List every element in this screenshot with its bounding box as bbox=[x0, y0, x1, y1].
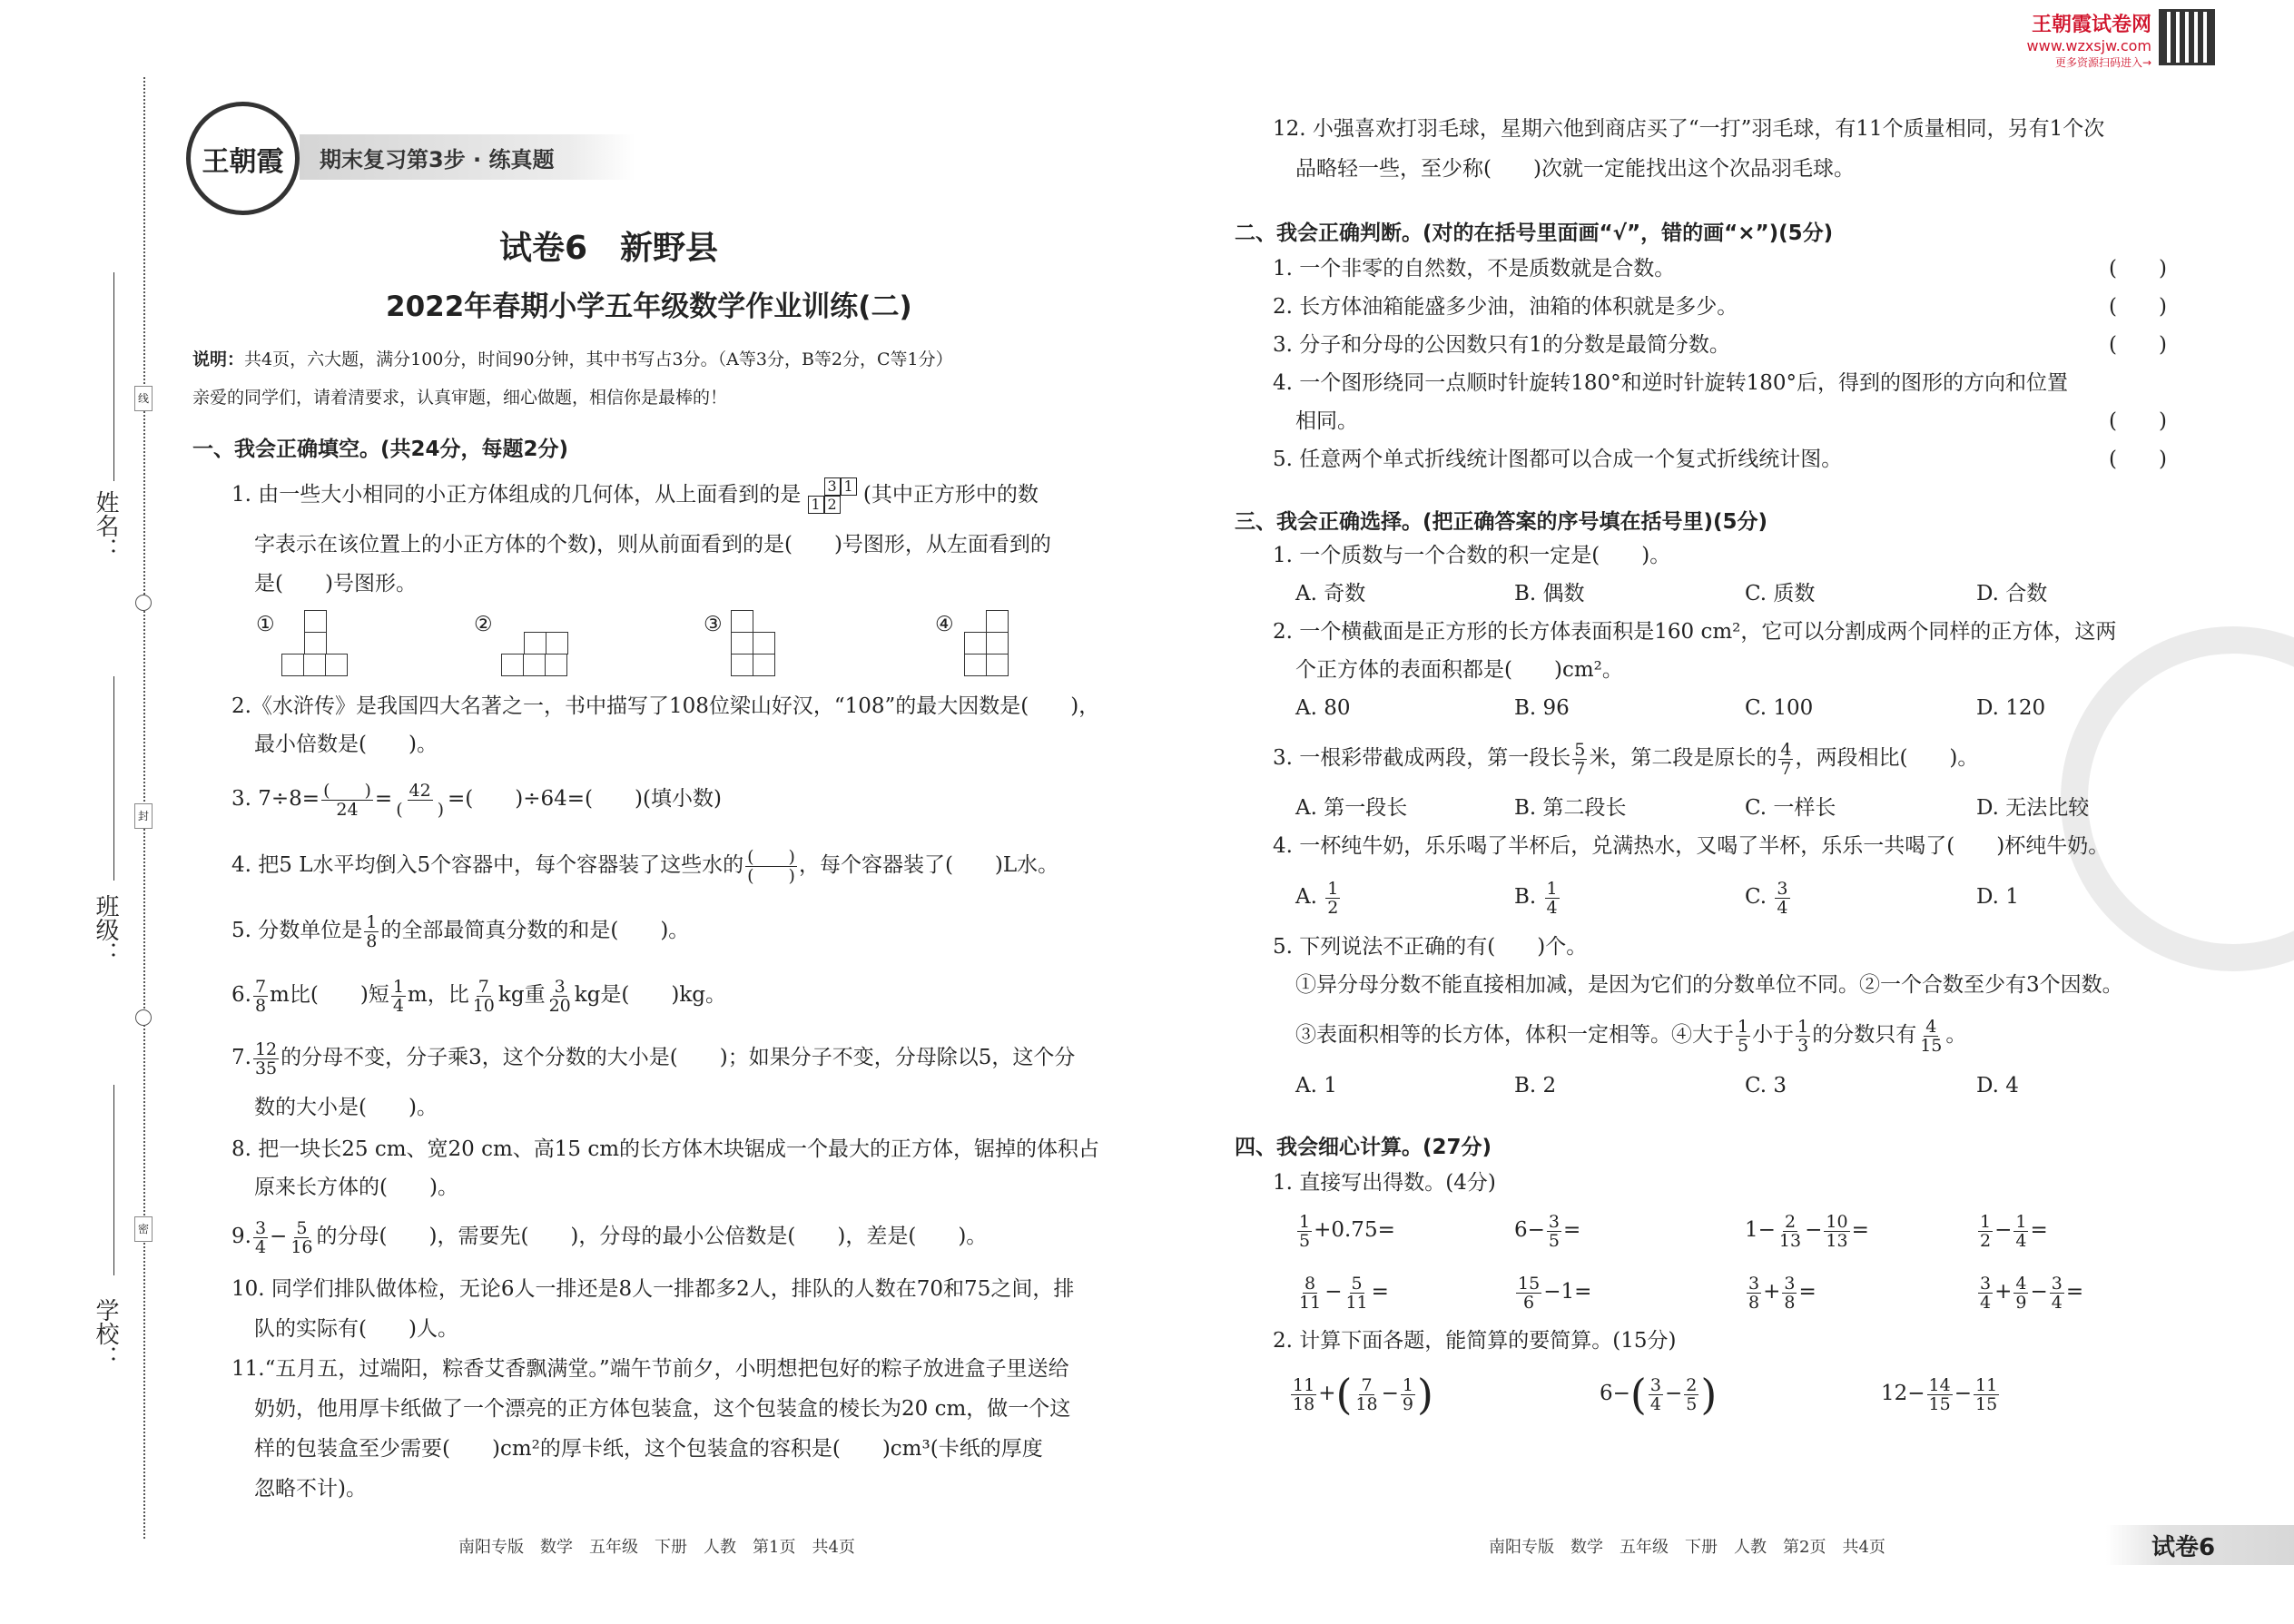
choice-4-frac-b: $\frac{1}{4}$ bbox=[1546, 878, 1558, 918]
calc-r2-item-4: $\frac{3}{4}$ + $\frac{4}{9}$ − $\frac{3}{4}$ = bbox=[1980, 1273, 2084, 1313]
q7-pre: 7. bbox=[231, 1046, 251, 1069]
choice-4-opt-d[interactable]: D. 1 bbox=[1976, 885, 2019, 909]
q5-line bbox=[231, 912, 689, 950]
choice-3-opt-d[interactable]: D. 无法比较 bbox=[1976, 796, 2090, 820]
q1-text-b: (其中正方形中的数 bbox=[862, 483, 1039, 507]
choice-4-frac-c: $\frac{3}{4}$ bbox=[1777, 878, 1788, 918]
judge-item-4: 4. 一个图形绕同一点顺时针旋转180°和逆时针旋转180°后，得到的图形的方向和位置 bbox=[1273, 371, 2069, 395]
choice-3-frac-b: $\frac{4}{7}$ bbox=[1780, 739, 1792, 779]
q11-line-d: 忽略不计)。 bbox=[254, 1477, 367, 1501]
choice-5-frac-c: $\frac{4}{15}$ bbox=[1920, 1016, 1943, 1056]
paper-tag bbox=[2106, 1525, 2294, 1565]
q3-frac-1: $\frac{( )}{24}$ bbox=[323, 780, 371, 820]
choice-3-opt-a[interactable]: A. 第一段长 bbox=[1295, 796, 1408, 820]
q4-frac: $\frac{( )}{( )}$ bbox=[747, 846, 795, 886]
q1-option-3-figure bbox=[731, 610, 799, 678]
class-label: 班级： bbox=[92, 894, 119, 965]
q6-frac-d: $\frac{3}{20}$ bbox=[548, 976, 571, 1016]
choice-5-opt-d[interactable]: D. 4 bbox=[1976, 1074, 2019, 1097]
choice-1-opt-c[interactable]: C. 质数 bbox=[1745, 582, 1816, 605]
site-brand bbox=[1997, 9, 2151, 70]
judge-mark-5[interactable]: ( ) bbox=[2109, 448, 2167, 471]
q4-line bbox=[231, 847, 1058, 885]
choice-3-frac-a: $\frac{5}{7}$ bbox=[1574, 739, 1586, 779]
choice-4-frac-a: $\frac{1}{2}$ bbox=[1327, 878, 1339, 918]
q1-line-a bbox=[231, 477, 1039, 514]
q8-line-b: 原来长方体的( )。 bbox=[254, 1176, 458, 1199]
school-blank[interactable] bbox=[113, 1085, 114, 1275]
choice-5-frac-b: $\frac{1}{3}$ bbox=[1797, 1016, 1809, 1056]
class-blank[interactable] bbox=[113, 676, 114, 881]
judge-item-5: 5. 任意两个单式折线统计图都可以合成一个复式折线统计图。 bbox=[1273, 448, 1843, 471]
judge-item-4-cont: 相同。 bbox=[1295, 409, 1358, 433]
watermark-seal-icon bbox=[2061, 626, 2294, 971]
q9-line bbox=[231, 1218, 987, 1256]
choice-3-line bbox=[1273, 740, 1978, 778]
q1-option-1-label: ① bbox=[256, 613, 275, 636]
choice-5-opt-a[interactable]: A. 1 bbox=[1295, 1074, 1337, 1097]
q11-line-a: 11.“五月五，过端阳，粽香艾香飘满堂。”端午节前夕，小明想把包好的粽子放进盒子里送给 bbox=[231, 1357, 1069, 1381]
q1-line-d: 是( )号图形。 bbox=[254, 572, 417, 595]
choice-1: 1. 一个质数与一个合数的积一定是( )。 bbox=[1273, 544, 1671, 567]
q11-line-b: 奶奶，他用厚卡纸做了一个漂亮的正方体包装盒，这个包装盒的棱长为20 cm，做一个这 bbox=[254, 1397, 1071, 1421]
q1-grid-cell-2: 1 bbox=[841, 477, 857, 496]
q6-frac-c: $\frac{7}{10}$ bbox=[472, 976, 495, 1016]
q2-line-b: 最小倍数是( )。 bbox=[254, 733, 438, 756]
q1-top-view-grid bbox=[808, 477, 857, 514]
judge-mark-1[interactable]: ( ) bbox=[2109, 257, 2167, 281]
q8-line-a: 8. 把一块长25 cm、宽20 cm、高15 cm的长方体木块锯成一个最大的正方体，锯掉的体积占 bbox=[231, 1137, 1100, 1161]
section-1-title: 一、我会正确填空。(共24分，每题2分) bbox=[192, 438, 569, 461]
q5-pre: 5. 分数单位是 bbox=[231, 919, 363, 942]
q9-post: 的分母( )，需要先( )，分母的最小公倍数是( )，差是( )。 bbox=[316, 1225, 988, 1248]
seal-mark-3: 密 bbox=[134, 1216, 153, 1242]
q10-line-a: 10. 同学们排队做体检，无论6人一排还是8人一排都多2人，排队的人数在70和75之间，排 bbox=[231, 1277, 1075, 1301]
q7-frac: $\frac{12}{35}$ bbox=[254, 1038, 278, 1078]
binding-dot-2 bbox=[135, 1009, 152, 1026]
banner bbox=[300, 134, 635, 180]
choice-1-opt-d[interactable]: D. 合数 bbox=[1976, 582, 2048, 605]
q6-t2: m，比 bbox=[407, 983, 469, 1007]
choice-5-stmt-2: ③表面积相等的长方体，体积一定相等。④大于 $\frac{1}{5}$ 小于 $\frac{1}{3}$ 的分数只有 $\frac{4}{15}$ 。 bbox=[1295, 1016, 1967, 1056]
q6-t4: kg是( )kg。 bbox=[574, 983, 727, 1007]
choice-3-opt-b[interactable]: B. 第二段长 bbox=[1514, 796, 1627, 820]
q6-t1: m比( )短 bbox=[270, 983, 389, 1007]
judge-mark-4[interactable]: ( ) bbox=[2109, 409, 2167, 433]
name-label: 姓名： bbox=[92, 490, 119, 561]
calc-r2-item-3: $\frac{3}{8}$ + $\frac{3}{8}$ = bbox=[1748, 1273, 1816, 1313]
q1-option-4-label: ④ bbox=[935, 613, 954, 636]
paper-tag-text: 试卷6 bbox=[2151, 1533, 2216, 1561]
calc-r1-item-3: 1− $\frac{2}{13}$ − $\frac{10}{13}$ = bbox=[1745, 1211, 1869, 1251]
school-label: 学校： bbox=[92, 1298, 119, 1369]
q4-post: ，每个容器装了( )L水。 bbox=[798, 853, 1059, 877]
calc-part-1: 1. 直接写出得数。(4分) bbox=[1273, 1171, 1496, 1195]
q6-frac-a: $\frac{7}{8}$ bbox=[254, 976, 267, 1016]
choice-3-pre: 3. 一根彩带截成两段，第一段长 bbox=[1273, 746, 1571, 770]
q3-line bbox=[231, 781, 722, 819]
site-tip: 更多资源扫码进入→ bbox=[2054, 56, 2151, 69]
judge-item-2: 2. 长方体油箱能盛多少油，油箱的体积就是多少。 bbox=[1273, 295, 1738, 319]
choice-5-frac-a: $\frac{1}{5}$ bbox=[1738, 1016, 1749, 1056]
q5-post: 的全部最简真分数的和是( )。 bbox=[380, 919, 690, 942]
choice-2-opt-b[interactable]: B. 96 bbox=[1514, 696, 1570, 720]
q7-line-a bbox=[231, 1039, 1075, 1078]
seal-mark-2: 封 bbox=[134, 803, 153, 829]
choice-4-opt-a[interactable]: A. $\frac{1}{2}$ bbox=[1295, 878, 1339, 918]
choice-2-line-b: 个正方体的表面积都是( )cm²。 bbox=[1295, 658, 1623, 682]
q1-grid-cell-3: 1 bbox=[808, 496, 824, 514]
judge-item-1: 1. 一个非零的自然数，不是质数就是合数。 bbox=[1273, 257, 1676, 281]
q11-line-c: 样的包装盒至少需要( )cm²的厚卡纸，这个包装盒的容积是( )cm³(卡纸的厚度 bbox=[254, 1437, 1043, 1461]
q1-option-2-label: ② bbox=[474, 613, 493, 636]
judge-mark-2[interactable]: ( ) bbox=[2109, 295, 2167, 319]
banner-text: 期末复习第3步 · 练真题 bbox=[320, 146, 555, 172]
calc-r1-item-4: $\frac{1}{2}$ − $\frac{1}{4}$ = bbox=[1980, 1211, 2048, 1251]
q9-frac-b: $\frac{5}{16}$ bbox=[290, 1217, 313, 1257]
choice-5-line: 5. 下列说法不正确的有( )个。 bbox=[1273, 935, 1588, 959]
q9-frac-a: $\frac{3}{4}$ bbox=[254, 1217, 267, 1257]
q6-frac-b: $\frac{1}{4}$ bbox=[392, 976, 404, 1016]
q9-pre: 9. bbox=[231, 1225, 251, 1248]
choice-4-opt-b[interactable]: B. $\frac{1}{4}$ bbox=[1514, 878, 1558, 918]
calc-expr-2: 6−( $\frac{3}{4}$ − $\frac{2}{5}$ ) bbox=[1600, 1370, 1718, 1419]
paper-subtitle: 2022年春期小学五年级数学作业训练(二) bbox=[386, 290, 912, 323]
q1-line-c: 字表示在该位置上的小正方体的个数)，则从前面看到的是( )号图形，从左面看到的 bbox=[254, 533, 1051, 556]
choice-5-stmt-1: ①异分母分数不能直接相加减，是因为它们的分数单位不同。②一个合数至少有3个因数。 bbox=[1295, 973, 2123, 997]
judge-mark-3[interactable]: ( ) bbox=[2109, 333, 2167, 357]
q2-line-a: 2.《水浒传》是我国四大名著之一，书中描写了108位梁山好汉，“108”的最大因数是( )， bbox=[231, 694, 1100, 718]
choice-3-post: ，两段相比( )。 bbox=[1795, 746, 1979, 770]
q3-eq: = bbox=[374, 787, 393, 811]
q9-minus: − bbox=[270, 1225, 288, 1248]
q1-grid-cell-4: 2 bbox=[824, 496, 841, 514]
choice-2-line-a: 2. 一个横截面是正方形的长方体表面积是160 cm²，它可以分割成两个同样的正方体，这两 bbox=[1273, 620, 2117, 644]
q1-option-3-label: ③ bbox=[704, 613, 723, 636]
q6-pre: 6. bbox=[231, 983, 251, 1007]
calc-expr-3: 12− $\frac{14}{15}$ − $\frac{11}{15}$ bbox=[1881, 1374, 1998, 1414]
choice-1-opt-b[interactable]: B. 偶数 bbox=[1514, 582, 1585, 605]
seal-mark-1: 线 bbox=[134, 386, 153, 411]
q1-grid-cell-1: 3 bbox=[824, 477, 841, 496]
choice-3-mid: 米，第二段是原长的 bbox=[1589, 746, 1777, 770]
judge-item-3: 3. 分子和分母的公因数只有1的分数是最简分数。 bbox=[1273, 333, 1730, 357]
calc-r2-item-2: $\frac{15}{6}$ −1= bbox=[1518, 1273, 1592, 1313]
brand-logo-text: 王朝霞 bbox=[202, 145, 284, 178]
q1-option-4-figure bbox=[964, 610, 1032, 678]
choice-2-opt-a[interactable]: A. 80 bbox=[1295, 696, 1351, 720]
q12-line-a: 12. 小强喜欢打羽毛球，星期六他到商店买了“一打”羽毛球，有11个质量相同，另有1个次 bbox=[1273, 117, 2105, 141]
section-3-title: 三、我会正确选择。(把正确答案的序号填在括号里)(5分) bbox=[1235, 510, 1768, 534]
calc-r1-item-2: 6− $\frac{3}{5}$ = bbox=[1514, 1211, 1581, 1251]
choice-5-opt-b[interactable]: B. 2 bbox=[1514, 1074, 1557, 1097]
choice-4-line: 4. 一杯纯牛奶，乐乐喝了半杯后，兑满热水，又喝了半杯，乐乐一共喝了( )杯纯牛奶。 bbox=[1273, 834, 2110, 858]
binding-dot-1 bbox=[135, 595, 152, 611]
q7-text-a: 的分母不变，分子乘3，这个分数的大小是( )；如果分子不变，分母除以5，这个分 bbox=[281, 1046, 1076, 1069]
q4-pre: 4. 把5 L水平均倒入5个容器中，每个容器装了这些水的 bbox=[231, 853, 744, 877]
name-blank[interactable] bbox=[113, 272, 114, 481]
choice-2-opt-d[interactable]: D. 120 bbox=[1976, 696, 2046, 720]
footer-left: 南阳专版 数学 五年级 下册 人教 第1页 共4页 bbox=[458, 1538, 855, 1557]
choice-2-opt-c[interactable]: C. 100 bbox=[1745, 696, 1814, 720]
q10-line-b: 队的实际有( )人。 bbox=[254, 1317, 458, 1341]
choice-5-opt-c[interactable]: C. 3 bbox=[1745, 1074, 1787, 1097]
paper-title: 试卷6 新野县 bbox=[499, 230, 719, 267]
qr-code-icon[interactable] bbox=[2159, 9, 2215, 65]
q12-line-b: 品略轻一些，至少称( )次就一定能找出这个次品羽毛球。 bbox=[1295, 157, 1855, 181]
section-4-title: 四、我会细心计算。(27分) bbox=[1235, 1136, 1492, 1159]
q1-option-1-figure bbox=[281, 610, 350, 678]
calc-r1-item-1: $\frac{1}{5}$ +0.75= bbox=[1299, 1211, 1395, 1251]
q5-frac: $\frac{1}{8}$ bbox=[366, 911, 378, 951]
site-url: www.wzxsjw.com bbox=[2026, 37, 2151, 54]
q1-text-a: 1. 由一些大小相同的小正方体组成的几何体，从上面看到的是 bbox=[231, 483, 802, 507]
q3-frac-2: $\frac{42}{( )}$ bbox=[396, 780, 445, 820]
q6-line bbox=[231, 977, 726, 1015]
q3-post: =( )÷64=( )(填小数) bbox=[448, 787, 722, 811]
choice-1-opt-a[interactable]: A. 奇数 bbox=[1295, 582, 1366, 605]
q1-option-2-figure bbox=[501, 610, 592, 678]
section-2-title: 二、我会正确判断。(对的在括号里面画“√”，错的画“×”)(5分) bbox=[1235, 221, 1834, 245]
choice-3-opt-c[interactable]: C. 一样长 bbox=[1745, 796, 1836, 820]
footer-right: 南阳专版 数学 五年级 下册 人教 第2页 共4页 bbox=[1489, 1538, 1885, 1557]
q6-t3: kg重 bbox=[497, 983, 546, 1007]
choice-4-opt-c[interactable]: C. $\frac{3}{4}$ bbox=[1745, 878, 1788, 918]
brand-logo bbox=[186, 102, 300, 215]
calc-r2-item-1: $\frac{8}{11}$ − $\frac{5}{11}$ = bbox=[1299, 1273, 1389, 1313]
calc-expr-1: $\frac{11}{18}$ +( $\frac{7}{18}$ − $\frac{1}{9}$ ) bbox=[1293, 1370, 1433, 1419]
note-label: 说明： bbox=[192, 349, 245, 369]
q7-line-b: 数的大小是( )。 bbox=[254, 1096, 438, 1119]
q3-pre: 3. 7÷8= bbox=[231, 787, 320, 811]
greeting: 亲爱的同学们，请着清要求，认真审题，细心做题，相信你是最棒的！ bbox=[192, 388, 728, 408]
site-name: 王朝霞试卷网 bbox=[2031, 14, 2151, 36]
calc-part-2: 2. 计算下面各题，能简算的要简算。(15分) bbox=[1273, 1329, 1677, 1353]
note-text: 共4页，六大题，满分100分，时间90分钟，其中书写占3分。（A等3分，B等2分，C等1分） bbox=[244, 349, 953, 369]
note-line bbox=[192, 341, 953, 378]
